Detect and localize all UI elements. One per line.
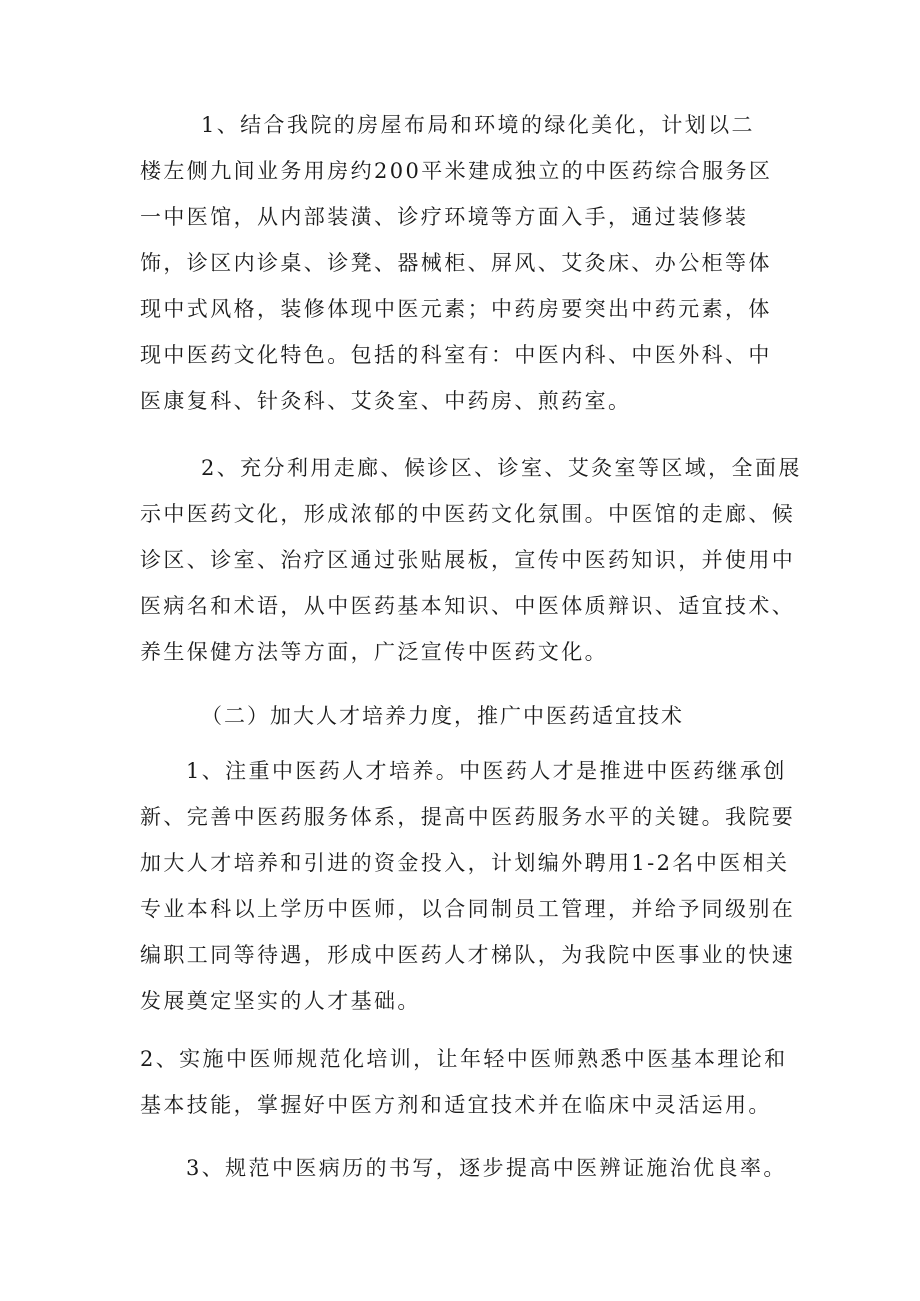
paragraph-line: 加大人才培养和引进的资金投入，计划编外聘用1-2名中医相关 <box>140 851 790 875</box>
paragraph-line: 专业本科以上学历中医师，以合同制员工管理，并给予同级别在 <box>140 897 796 921</box>
paragraph-line: 楼左侧九间业务用房约200平米建成独立的中医药综合服务区 <box>140 159 773 183</box>
paragraph-line: 2、实施中医师规范化培训，让年轻中医师熟悉中医基本理论和 <box>140 1047 788 1071</box>
paragraph-line: 编职工同等待遇，形成中医药人才梯队，为我院中医事业的快速 <box>140 943 796 967</box>
paragraph-line: 1、结合我院的房屋布局和环境的绿化美化，计划以二 <box>201 113 755 137</box>
paragraph-line: 1、注重中医药人才培养。中医药人才是推进中医药继承创 <box>186 759 787 783</box>
paragraph-line: 诊区、诊室、治疗区通过张贴展板，宣传中医药知识，并使用中 <box>140 548 796 572</box>
paragraph-line: 养生保健方法等方面，广泛宣传中医药文化。 <box>140 640 608 664</box>
paragraph-line: 基本技能，掌握好中医方剂和适宜技术并在临床中灵活运用。 <box>140 1093 772 1117</box>
paragraph-line: 饰，诊区内诊桌、诊凳、器械柜、屏风、艾灸床、办公柜等体 <box>140 251 772 275</box>
paragraph-line: 现中医药文化特色。包括的科室有：中医内科、中医外科、中 <box>140 343 772 367</box>
paragraph-line: 发展奠定坚实的人才基础。 <box>140 989 421 1013</box>
paragraph-line: 医病名和术语，从中医药基本知识、中医体质辩识、适宜技术、 <box>140 594 796 618</box>
section-heading: （二）加大人才培养力度，推广中医药适宜技术 <box>201 704 684 728</box>
paragraph-line: 医康复科、针灸科、艾灸室、中药房、煎药室。 <box>140 389 632 413</box>
paragraph-line: 示中医药文化，形成浓郁的中医药文化氛围。中医馆的走廊、候 <box>140 502 796 526</box>
paragraph-line: 新、完善中医药服务体系，提高中医药服务水平的关键。我院要 <box>140 805 796 829</box>
paragraph-line: 3、规范中医病历的书写，逐步提高中医辨证施治优良率。 <box>186 1156 787 1180</box>
paragraph-line: 一中医馆，从内部装潢、诊疗环境等方面入手，通过装修装 <box>140 205 749 229</box>
paragraph-line: 2、充分利用走廊、候诊区、诊室、艾灸室等区域，全面展 <box>201 456 802 480</box>
paragraph-line: 现中式风格，装修体现中医元素；中药房要突出中药元素，体 <box>140 297 772 321</box>
